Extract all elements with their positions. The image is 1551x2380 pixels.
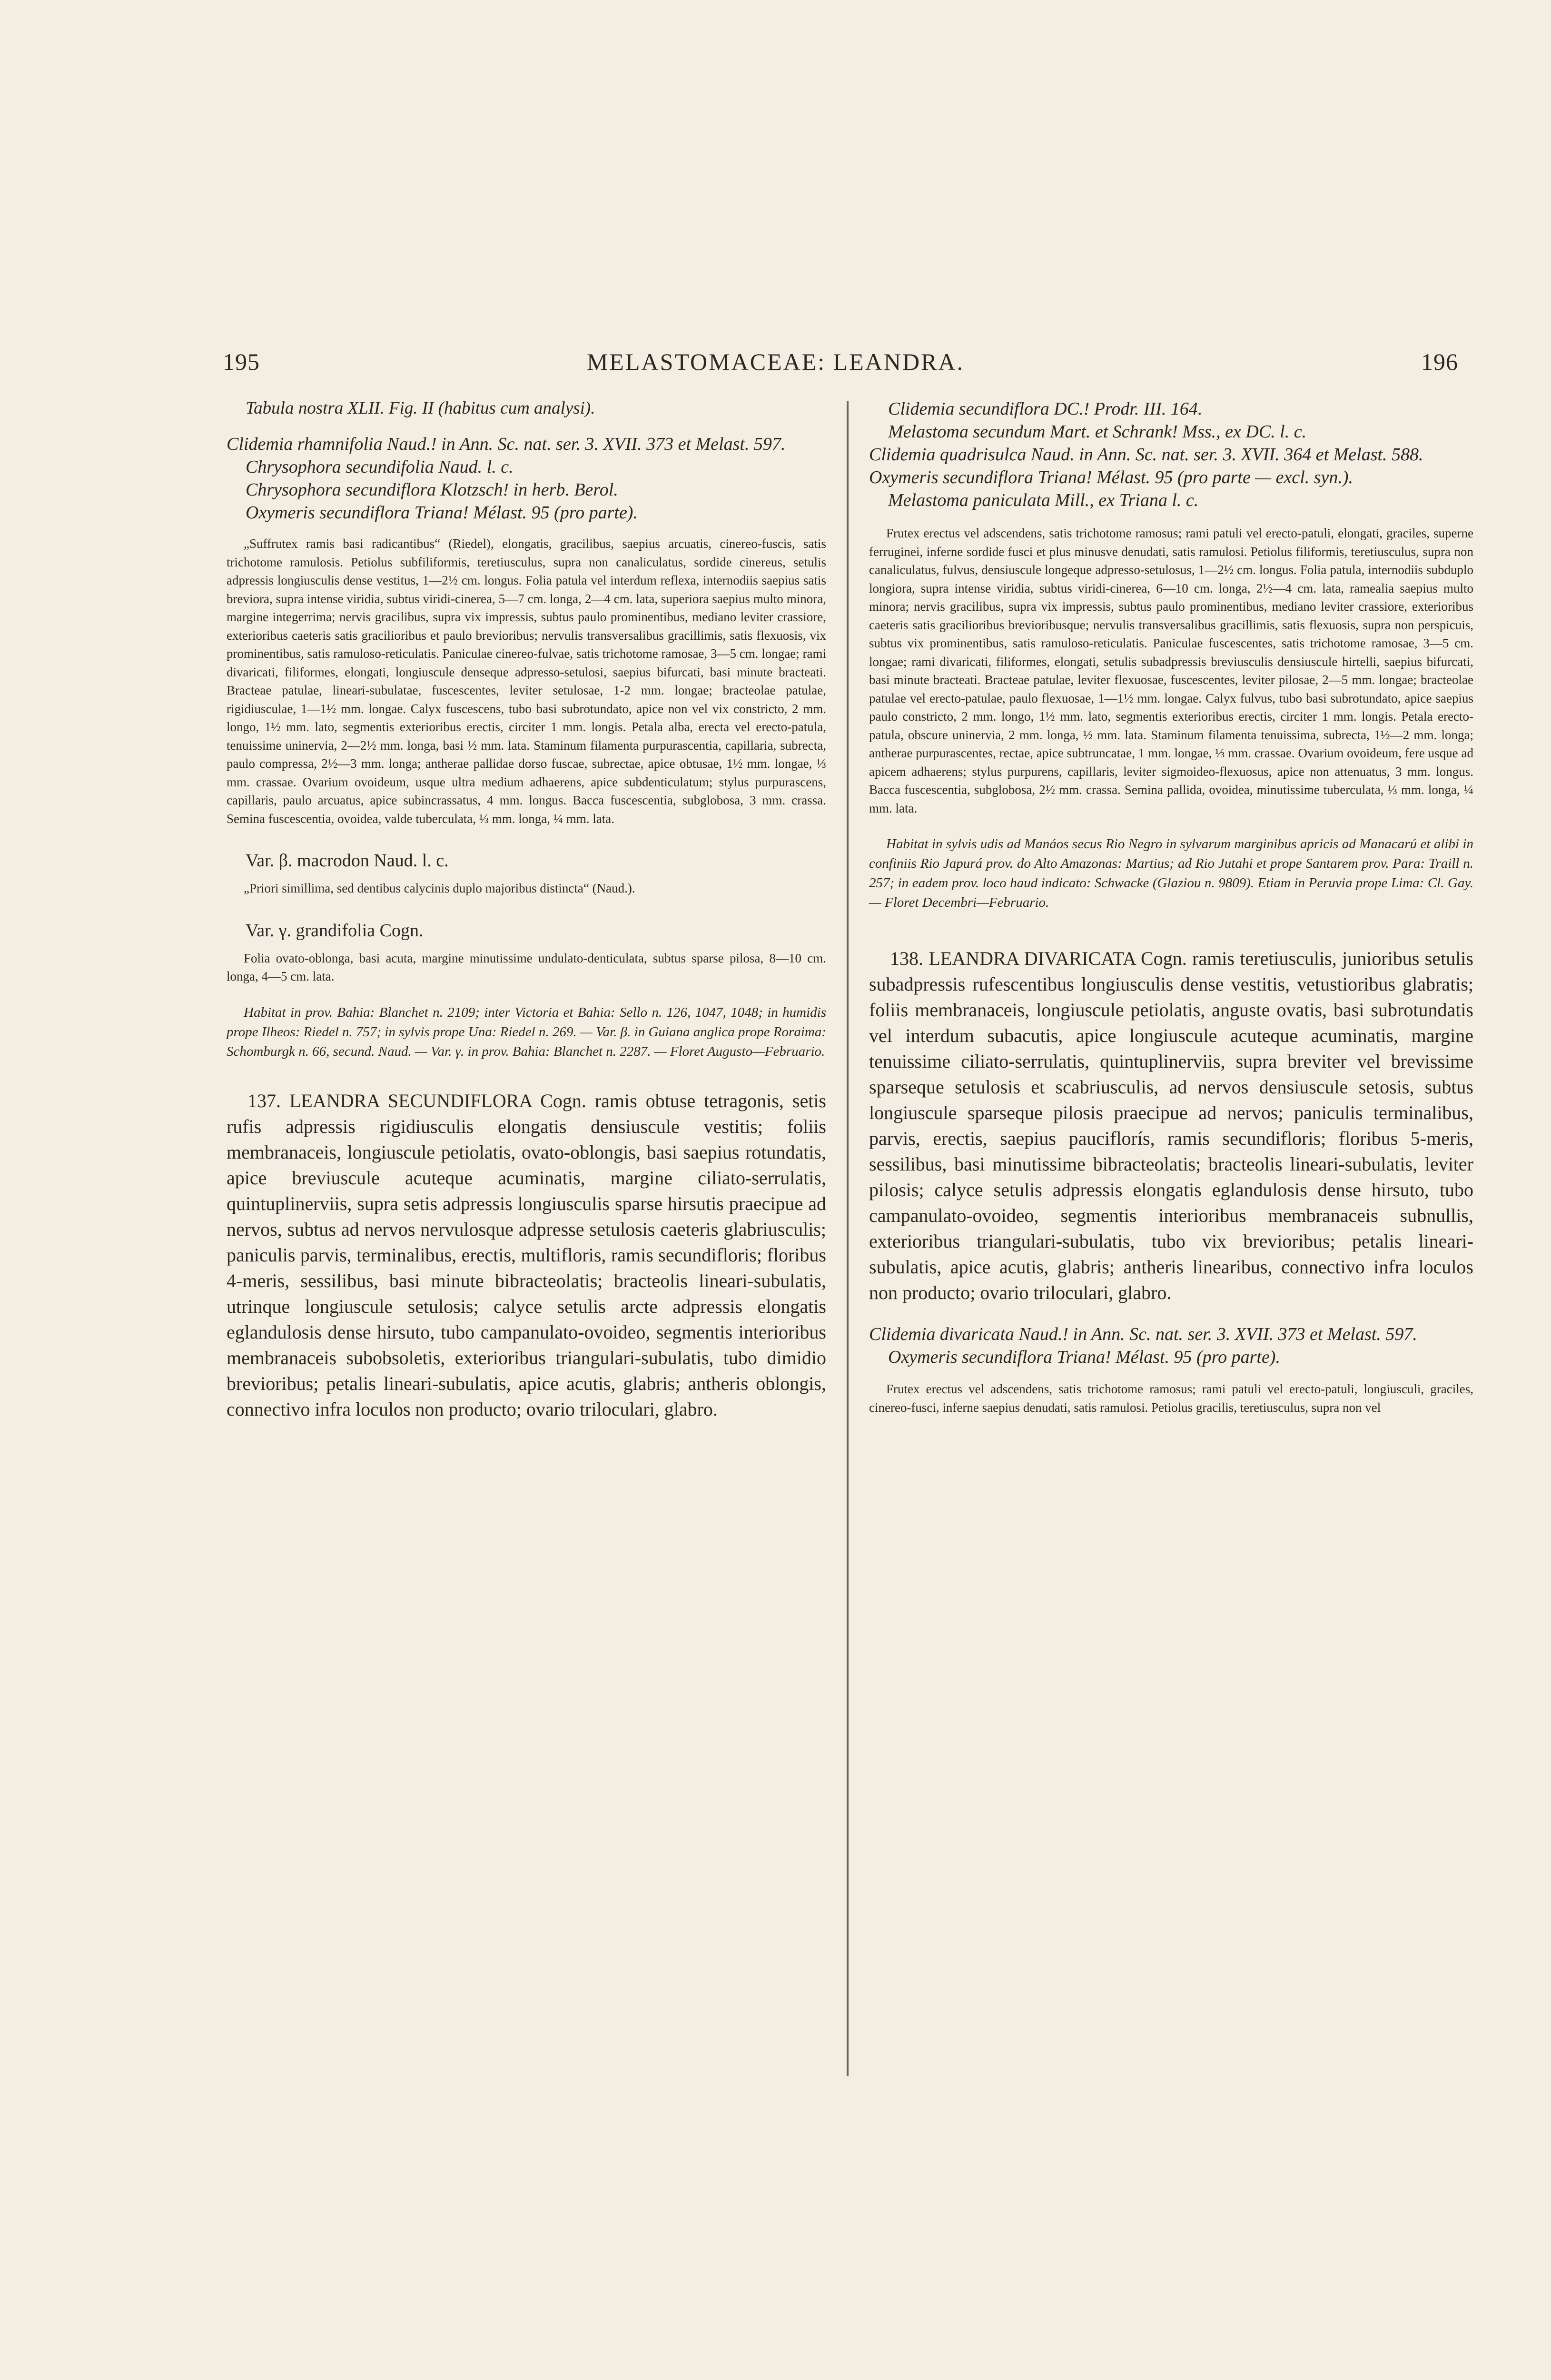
species-diagnosis-137: 137. LEANDRA SECUNDIFLORA Cogn. ramis obtuse tetragonis, setis rufis adpressis rigidiusculis elongatis densiuscule vestitis; foliis membranaceis, longiuscule petiolatis, ovato-oblongis, basi saepius rotundatis, apice breviuscule acuteque acuminatis, margine ciliato-serrulatis, quintuplinerviis, supra setis adpressis longiusculis sparse hirsutis praecipue ad nervos, subtus ad nervos nervulosque adpresse setulosis caeteris glabriusculis; paniculis parvis, terminalibus, erectis, multifloris, ramis secundifloris; floribus 4-meris, sessilibus, basi minute bibracteolatis; bracteolis lineari-subulatis, utrinque longiuscule setulosis; calyce setulis arcte adpressis elongatis eglandulosis dense hirsuto, tubo campanulato-ovoideo, segmentis interioribus membranaceis subobsoletis, exterioribus triangulari-subulatis, tubo dimidio brevioribus; petalis lineari-subulatis, apice acutis, glabris; antheris oblongis, connectivo infra loculos non producto; ovario triloculari, glabro.	[227, 1090, 826, 1420]
synonym-citation: Clidemia divaricata Naud.! in Ann. Sc. nat. ser. 3. XVII. 373 et Melast. 597.	[869, 1324, 1417, 1344]
synonym-citation: Chrysophora secundifolia Naud. l. c.	[246, 457, 514, 477]
habitat-text: Habitat in sylvis udis ad Manáos secus Rio Negro in sylvarum marginibus apricis ad Manacarú et alibi in confiniis Rio Japurá prov. do Alto Amazonas: Martius; ad Rio Jutahi et prope Santarem prov. Para: Traill n. 257; in eadem prov. loco haud indicato: Schwacke (Glaziou n. 9809). Etiam in Peruvia prope Lima: Cl. Gay. — Floret Decembri—Februario.	[869, 836, 1473, 910]
species-description: Frutex erectus vel adscendens, satis trichotome ramosus; rami patuli vel erecto-patuli, longiusculi, graciles, cinereo-fusci, inferne saepius denudati, satis ramulosi. Petiolus gracilis, teretiusculus, supra non vel	[869, 1382, 1473, 1415]
variety-heading: Var. β. macrodon Naud. l. c.	[246, 851, 449, 871]
running-title: MELASTOMACEAE: LEANDRA.	[586, 348, 965, 375]
column-divider	[847, 401, 849, 2076]
synonym-citation: Melastoma paniculata Mill., ex Triana l. c.	[888, 490, 1199, 510]
left-column	[227, 397, 826, 1422]
synonym-citation: Clidemia secundiflora DC.! Prodr. III. 164.	[888, 399, 1203, 419]
species-description: „Suffrutex ramis basi radicantibus“ (Riedel), elongatis, gracilibus, saepius arcuatis, cinereo-fuscis, satis trichotome ramulosis. Petiolus subfiliformis, teretiusculus, supra non canaliculatus, sordide cinereus, setulis adpressis longiusculis dense vestitus, 1—2½ cm. longus. Folia patula vel interdum reflexa, internodiis saepius satis breviora, supra intense viridia, subtus viridi-cinerea, 5—7 cm. longa, 2—4 cm. lata, superiora saepius multo minora, margine integerrima; nervis gracilibus, supra vix impressis, subtus paulo prominentibus, mediano leviter crassiore, exterioribus caeteris satis gracilioribus et paulo brevioribus; nervulis transversalibus gracillimis, satis flexuosis, vix prominentibus, satis ramuloso-reticulatis. Paniculae cinereo-fulvae, satis trichotome ramosae, 3—5 cm. longae; rami divaricati, filiformes, elongati, longiuscule denseque adpresso-setulosi, saepius bifurcati, basi minute bracteati. Bracteae patulae, lineari-subulatae, fuscescentes, leviter setulosae, 1-2 mm. longae; bracteolae patulae, rigidiusculae, 1—1½ mm. longae. Calyx fuscescens, tubo basi subrotundato, apice non vel vix constricto, 2 mm. longo, 1½ mm. lato, segmentis exterioribus erectis, circiter 1 mm. longis. Petala alba, erecta vel erecto-patula, tenuissime uninervia, 2—2½ mm. longa, basi ½ mm. lata. Staminum filamenta purpurascentia, capillaria, subrecta, paulo compressa, 2½—3 mm. longa; antherae pallidae dorso fuscae, subrectae, apice obtusae, 1½ mm. longae, ⅓ mm. crassae. Ovarium ovoideum, usque ultra medium adhaerens, apice subdenticulatum; stylus purpurascens, capillaris, paulo arcuatus, apice subincrassatus, 4 mm. longus. Bacca fuscescentia, subglobosa, 3 mm. crassa. Semina fuscescentia, ovoidea, valde tuberculata, ⅓ mm. longa, ¼ mm. lata.	[227, 536, 826, 826]
synonym-citation: Oxymeris secundiflora Triana! Mélast. 95 (pro parte).	[888, 1347, 1280, 1367]
synonym-citation: Clidemia rhamnifolia Naud.! in Ann. Sc. nat. ser. 3. XVII. 373 et Melast. 597.	[227, 434, 786, 454]
synonym-citation: Clidemia quadrisulca Naud. in Ann. Sc. nat. ser. 3. XVII. 364 et Melast. 588.	[869, 445, 1423, 465]
habitat-text: Habitat in prov. Bahia: Blanchet n. 2109; inter Victoria et Bahia: Sello n. 126, 1047, 1048; in humidis prope Ilheos: Riedel n. 757; in sylvis prope Una: Riedel n. 269. — Var. β. in Guiana anglica prope Roraima: Schomburgk n. 66, secund. Naud. — Var. γ. in prov. Bahia: Blanchet n. 2287. — Floret Augusto—Februario.	[227, 1004, 826, 1059]
synonym-citation: Oxymeris secundiflora Triana! Mélast. 95 (pro parte).	[246, 503, 638, 523]
plate-reference: Tabula nostra XLII. Fig. II (habitus cum analysi).	[246, 398, 595, 418]
variety-description: „Priori simillima, sed dentibus calycinis duplo majoribus distincta“ (Naud.).	[244, 881, 635, 895]
species-description: Frutex erectus vel adscendens, satis trichotome ramosus; rami patuli vel erecto-patuli, elongati, graciles, superne ferruginei, inferne sordide fusci et plus minusve denudati, satis ramulosi. Petiolus filiformis, teretiusculus, supra non canaliculatus, fulvus, densiuscule longeque adpresso-setulosus, 1—2½ cm. longus. Folia patula, internodiis subduplo longiora, supra intense viridia, subtus viridi-cinerea, 6—10 cm. longa, 2½—4 cm. lata, ramealia saepius multo minora; nervis gracilibus, supra vix impressis, subtus paulo prominentibus, mediano leviter crassiore, exterioribus caeteris satis gracilioribus brevioribusque; nervulis transversalibus gracillimis, satis flexuosis, supra non perspicuis, subtus vix prominentibus, satis ramuloso-reticulatis. Paniculae fuscescentes, satis trichotome ramosae, 3—5 cm. longae; rami divaricati, filiformes, elongati, setulis subadpressis breviusculis densiuscule hirtelli, saepius bifurcati, basi minute bracteati. Bracteae patulae, leviter flexuosae, fuscescentes, leviter pilosae, 2—5 mm. longae; bracteolae patulae vel erecto-patulae, paulo flexuosae, 1—1½ mm. longae. Calyx fulvus, tubo basi subrotundato, apice saepius paulo constricto, 2 mm. longo, 1½ mm. lato, segmentis exterioribus erectis, circiter 1 mm. longis. Petala erecto-patula, obscure uninervia, 2 mm. longa, ½ mm. lata. Staminum filamenta tenuissima, subrecta, 1½—2 mm. longa; antherae purpurascentes, rectae, apice subtruncatae, 1 mm. longae, ⅓ mm. crassae. Ovarium ovoideum, fere usque ad apicem adhaerens; stylus purpurens, capillaris, leviter sigmoideo-flexuosus, apice non attenuatus, 3 mm. longus. Bacca fuscescentia, subglobosa, 2½ mm. crassa. Semina pallida, ovoidea, minutissime tuberculata, ⅓ mm. longa, ¼ mm. lata.	[869, 526, 1473, 815]
synonym-citation: Melastoma secundum Mart. et Schrank! Mss., ex DC. l. c.	[888, 422, 1307, 442]
page-number-right: 196	[1421, 348, 1458, 375]
species-diagnosis-138: 138. LEANDRA DIVARICATA Cogn. ramis teretiusculis, junioribus setulis subadpressis rufescentibus longiusculis dense vestitis, vetustioribus glabratis; foliis membranaceis, longiuscule petiolatis, anguste ovatis, basi subrotundatis vel interdum subacutis, apice longiuscule acuteque acuminatis, margine tenuissime ciliato-serrulatis, quintuplinerviis, supra breviter vel brevissime sparseque setulosis et scabriusculis, ad nervos densiuscule setosis, subtus longiuscule sparseque pilosis praecipue ad nervos; paniculis terminalibus, parvis, erectis, saepius pauciflorís, ramis secundifloris; floribus 5-meris, sessilibus, basi minutissime bibracteolatis; bracteolis lineari-subulatis, leviter pilosis; calyce setulis adpressis elongatis eglandulosis dense hirsuto, tubo campanulato-ovoideo, segmentis interioribus membranaceis subnullis, exterioribus triangulari-subulatis, tubo vix brevioribus; petalis lineari-subulatis, apice acutis, glabris; antheris linearibus, connectivo infra loculos non producto; ovario triloculari, glabro.	[869, 948, 1473, 1303]
page-number-left: 195	[223, 348, 260, 375]
variety-description: Folia ovato-oblonga, basi acuta, margine minutissime undulato-denticulata, subtus sparse pilosa, 8—10 cm. longa, 4—5 cm. lata.	[227, 951, 826, 983]
variety-heading: Var. γ. grandifolia Cogn.	[246, 920, 424, 941]
synonym-citation: Oxymeris secundiflora Triana! Mélast. 95 (pro parte — excl. syn.).	[869, 467, 1353, 487]
right-column	[869, 397, 1473, 1417]
synonym-citation: Chrysophora secundiflora Klotzsch! in herb. Berol.	[246, 480, 618, 500]
